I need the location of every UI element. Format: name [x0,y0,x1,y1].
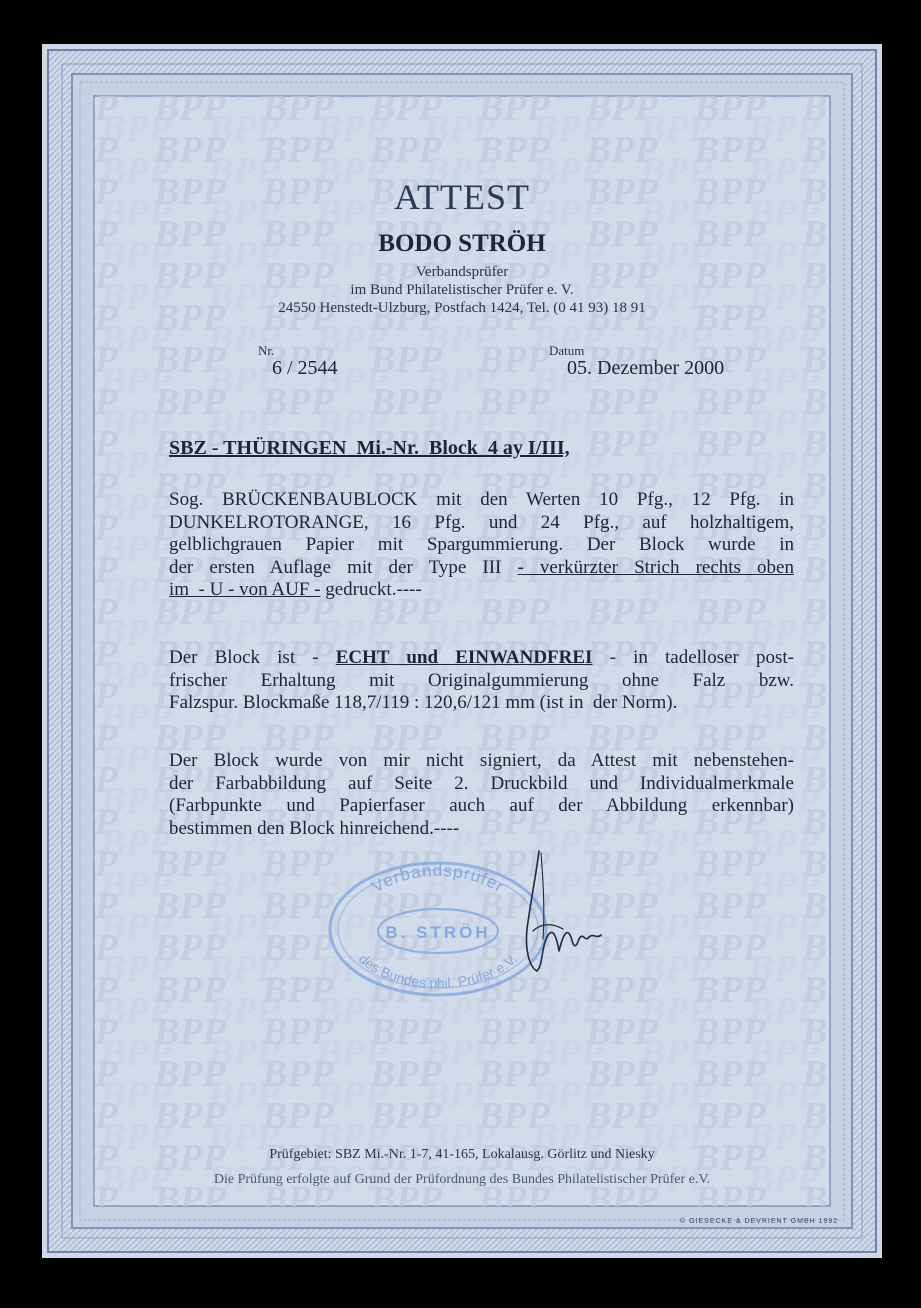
signature-note-paragraph [169,750,794,840]
stamp-top-text: Verbandsprüfer [368,860,508,897]
certificate-content [42,44,882,1258]
stamp-center-text: B. STRÖH [385,923,491,942]
verdict-line: Der Block ist - ECHT und EINWANDFREI - in tadelloser post- [169,647,794,668]
verdict-line: frischer Erhaltung mit Originalgummierung ohne Falz bzw. [169,669,794,691]
date-label: Datum [549,343,585,358]
examiner-organization: im Bund Philatelistischer Prüfer e. V. [350,282,574,298]
note-line: der Farbabbildung auf Seite 2. Druckbild und Individualmerkmale [169,772,794,794]
verdict-paragraph [169,647,794,715]
description-line: der ersten Auflage mit der Type III - verkürzter Strich rechts oben [169,556,794,578]
verdict-line: Falzspur. Blockmaße 118,7/119 : 120,6/121 mm (ist in der Norm). [169,692,678,713]
note-line: (Farbpunkte und Papierfaser auch auf der Abbildung erkennbar) [169,795,794,816]
number-value: 6 / 2544 [272,357,338,379]
stamp-subject: SBZ - THÜRINGEN Mi.-Nr. Block 4 ay I/III, [169,437,570,459]
certificate-sheet [42,44,882,1258]
signature [497,839,607,979]
verdict-emphasis: ECHT und EINWANDFREI [335,647,593,668]
description-line: im - U - von AUF - gedruckt.---- [169,579,422,600]
date-value: 05. Dezember 2000 [567,357,725,379]
svg-text:Verbandsprüfer [368,861,508,897]
printer-copyright: © GIESECKE & DEVRIENT GMBH 1992 [680,1218,839,1225]
description-line: DUNKELROTORANGE, 16 Pfg. und 24 Pfg., auf holzhaltigem, [169,511,794,533]
examiner-address: 24550 Henstedt-Ulzburg, Postfach 1424, Tel. (0 41 93) 18 91 [278,300,646,316]
number-label: Nr. [258,343,275,358]
stamp-bottom-text: des Bundes phil. Prüfer e.V. [355,950,521,992]
examiner-role: Verbandsprüfer [415,264,509,280]
description-line: gelblichgrauen Papier mit Spargummierung. Der Block wurde in [169,534,794,555]
description-paragraph [169,489,794,602]
note-line: Der Block wurde von mir nicht signiert, da Attest mit nebenstehen- [169,750,794,771]
type-note-end: im - U - von AUF - [169,579,321,600]
footer-basis: Die Prüfung erfolgte auf Grund der Prüfordnung des Bundes Philatelistischer Prüfer e.V. [213,1172,711,1187]
type-note: - verkürzter Strich rechts oben [517,556,794,578]
description-line: Sog. BRÜCKENBAUBLOCK mit den Werten 10 Pfg., 12 Pfg. in [169,489,794,510]
footer-scope: Prüfgebiet: SBZ Mi.-Nr. 1-7, 41-165, Lokalausg. Görlitz und Niesky [269,1147,655,1162]
certificate-title: ATTEST [394,177,530,217]
note-line: bestimmen den Block hinreichend.---- [169,817,460,839]
examiner-name: BODO STRÖH [378,230,546,257]
